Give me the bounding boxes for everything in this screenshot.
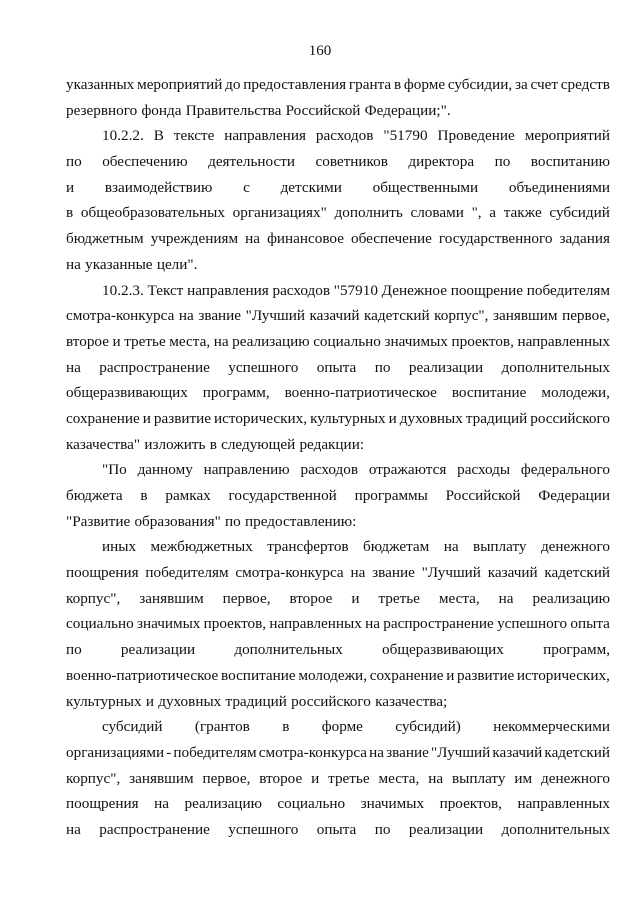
word: и — [112, 332, 121, 350]
word: победителям — [173, 743, 257, 761]
word: опыта — [316, 820, 357, 838]
word: исторических, — [214, 409, 308, 427]
word: дополнительных — [234, 641, 343, 659]
word: директора — [408, 153, 475, 171]
word: бюджета — [66, 487, 123, 504]
word: изложить — [144, 435, 206, 453]
word: направленных — [269, 615, 362, 633]
word: кадетский — [364, 307, 430, 325]
word: "Лучший — [245, 307, 305, 325]
word: направленных — [517, 795, 610, 813]
text-line — [66, 817, 610, 843]
page-number: 160 — [308, 43, 332, 59]
word: проектов, — [451, 332, 514, 350]
word: смотра-конкурса — [235, 564, 344, 582]
word: 10.2.3. — [102, 281, 144, 299]
text-line — [66, 200, 610, 226]
text-line — [66, 714, 610, 740]
text-line — [66, 432, 610, 458]
word: казачий — [487, 564, 538, 582]
word: отражаются — [368, 461, 447, 479]
word: первое, — [222, 589, 271, 607]
word: и — [66, 178, 75, 196]
word: "Лучший — [430, 743, 491, 761]
word: по — [374, 820, 391, 838]
word: а — [489, 204, 497, 222]
word: реализации — [120, 641, 196, 659]
word: программы — [354, 487, 428, 504]
word: звание — [372, 564, 415, 582]
word: за — [514, 76, 528, 93]
word: деятельности — [208, 153, 296, 171]
word: советников — [315, 153, 388, 171]
word: и — [311, 769, 320, 787]
text-line — [66, 149, 610, 175]
word: реализацию — [232, 332, 310, 350]
word: на — [178, 307, 194, 325]
word: взаимодействию — [104, 178, 213, 196]
word: занявшим — [139, 589, 204, 607]
word: мероприятий — [524, 127, 610, 145]
word: поощрение — [450, 281, 524, 299]
text-line — [66, 766, 610, 792]
word: 10.2.2. — [102, 127, 144, 145]
word: военно-патриотическое — [284, 384, 437, 402]
word: российского — [530, 409, 610, 427]
word: смотра-конкурса — [258, 743, 368, 761]
text-line — [66, 175, 610, 201]
word: обеспечению — [102, 153, 188, 171]
word: "Развитие — [66, 512, 131, 530]
word: корпус", — [66, 769, 121, 787]
word: воспитание — [451, 384, 527, 402]
word: места, — [378, 769, 420, 787]
word: общеразвивающих — [66, 384, 188, 402]
word: направления — [224, 127, 306, 145]
word: третье — [378, 589, 420, 607]
word: словами — [410, 204, 464, 222]
word: на — [245, 230, 261, 248]
word: государственного — [438, 230, 553, 248]
word: поощрения — [66, 564, 139, 582]
word: в — [209, 435, 217, 453]
word: организациями — [66, 743, 165, 761]
word: расходов — [315, 127, 374, 145]
word: денежного — [540, 538, 610, 556]
word: субсидий — [102, 718, 163, 736]
text-line — [66, 509, 610, 535]
word: субсидии, — [447, 76, 513, 93]
word: форме — [321, 718, 363, 736]
word: Текст — [147, 281, 184, 299]
word: направлению — [203, 461, 290, 479]
word: второе — [289, 589, 333, 607]
word: значимых — [136, 615, 201, 633]
word: резервного — [66, 101, 138, 119]
word: успешного — [228, 820, 299, 838]
word: духовных — [399, 409, 463, 427]
word: реализацию — [184, 795, 262, 813]
word: Проведение — [437, 127, 515, 145]
word: данному — [137, 461, 193, 479]
word: звание — [198, 307, 242, 325]
word: поощрения — [66, 795, 139, 813]
word: по — [66, 153, 82, 171]
text-line — [66, 98, 610, 124]
word: реализации — [408, 358, 484, 376]
word: опыта — [570, 615, 610, 633]
word: детскими — [280, 178, 342, 196]
word: программ, — [543, 641, 610, 659]
word: Денежное — [381, 281, 447, 299]
word: бюджетам — [363, 538, 430, 556]
word: расходы — [457, 461, 511, 479]
word: корпус", — [434, 307, 489, 325]
word: и — [142, 409, 151, 427]
word: программ, — [202, 384, 270, 402]
word: иных — [102, 538, 137, 556]
word: развитие — [457, 666, 515, 684]
word: и — [351, 589, 360, 607]
text-line — [66, 303, 610, 329]
word: в — [282, 718, 290, 736]
word: направления — [187, 281, 269, 299]
word: успешного — [497, 615, 568, 633]
word: направленных — [517, 332, 610, 350]
word: места, — [169, 332, 211, 350]
word: на — [443, 538, 459, 556]
word: победителям — [526, 281, 610, 299]
word: молодежи, — [298, 666, 367, 684]
word: кадетский — [544, 564, 610, 582]
word: кадетский — [544, 743, 610, 761]
word: военно-патриотическое — [66, 666, 219, 684]
text-line — [66, 278, 610, 304]
word: на — [66, 820, 81, 838]
word: дополнительных — [501, 820, 610, 838]
word: субсидий) — [395, 718, 461, 736]
word: третье — [124, 332, 166, 350]
word: казачий — [492, 743, 543, 761]
word: в — [66, 204, 74, 222]
word: следующей — [221, 435, 296, 453]
word: денежного — [540, 769, 610, 787]
word: также — [503, 204, 542, 222]
word: рамках — [165, 487, 211, 504]
word: второе — [259, 769, 303, 787]
text-line — [66, 637, 610, 663]
word: "57910 — [333, 281, 378, 299]
word: цели". — [156, 255, 198, 273]
word: традиций — [225, 692, 287, 710]
word: развитие — [153, 409, 212, 427]
word: социально — [277, 795, 346, 813]
word: проектов, — [439, 795, 502, 813]
word: фонда — [141, 101, 182, 119]
word: опыта — [316, 358, 357, 376]
word: на — [66, 358, 81, 376]
document-body — [66, 72, 610, 843]
text-line — [66, 226, 610, 252]
word: значимых — [384, 332, 448, 350]
word: первое, — [562, 307, 610, 325]
word: корпус", — [66, 589, 121, 607]
word: по — [494, 153, 511, 171]
word: объединениями — [508, 178, 610, 196]
word: занявшим — [493, 307, 558, 325]
word: молодежи, — [541, 384, 610, 402]
word: распространение — [99, 820, 210, 838]
word: распространение — [99, 358, 210, 376]
word: выплату — [473, 538, 527, 556]
word: звание — [386, 743, 429, 761]
word: "По — [102, 461, 127, 479]
word: межбюджетных — [150, 538, 253, 556]
word: до — [225, 76, 241, 93]
word: Российской — [285, 101, 361, 119]
word: успешного — [228, 358, 299, 376]
word: учреждениям — [150, 230, 239, 248]
word: некоммерческими — [493, 718, 610, 736]
word: (грантов — [194, 718, 250, 736]
word: мероприятий — [137, 76, 223, 93]
word: реализации — [408, 820, 484, 838]
word: казачества; — [375, 692, 448, 710]
word: в — [140, 487, 148, 504]
word: выплату — [451, 769, 506, 787]
word: и — [388, 409, 397, 427]
word: казачества" — [66, 435, 141, 453]
word: значимых — [360, 795, 425, 813]
word: федерального — [520, 461, 610, 479]
word: российского — [291, 692, 371, 710]
word: на — [350, 564, 366, 582]
word: воспитанию — [530, 153, 610, 171]
word: духовных — [158, 692, 222, 710]
word: на — [213, 332, 229, 350]
word: Российской — [445, 487, 521, 504]
text-line — [66, 560, 610, 586]
text-line — [66, 483, 610, 509]
word: общеразвивающих — [382, 641, 504, 659]
word: дополнительных — [501, 358, 610, 376]
word: социально — [66, 615, 134, 633]
word: проектов, — [203, 615, 267, 633]
word: финансовое — [267, 230, 344, 248]
word: средств — [560, 76, 610, 93]
word: на — [498, 589, 514, 607]
word: занявшим — [129, 769, 194, 787]
word: расходов — [272, 281, 331, 299]
word: и — [145, 692, 154, 710]
word: счет — [530, 76, 558, 93]
word: на — [428, 769, 444, 787]
word: редакции: — [299, 435, 365, 453]
text-line — [66, 329, 610, 355]
word: трансфертов — [267, 538, 349, 556]
word: образования" — [134, 512, 221, 530]
word: традиций — [465, 409, 528, 427]
word: на — [369, 743, 385, 761]
word: расходов — [300, 461, 359, 479]
word: победителям — [145, 564, 229, 582]
word: им — [514, 769, 533, 787]
text-line — [66, 380, 610, 406]
word: общественными — [372, 178, 479, 196]
text-line — [66, 123, 610, 149]
word: культурных — [66, 692, 142, 710]
text-line — [66, 457, 610, 483]
text-line — [66, 791, 610, 817]
text-line — [66, 740, 610, 766]
word: общеобразовательных — [80, 204, 225, 222]
word: социально — [313, 332, 381, 350]
word: сохранение — [369, 666, 444, 684]
word: организациях" — [232, 204, 327, 222]
word: форме — [403, 76, 446, 93]
word: и — [446, 666, 455, 684]
word: распространение — [383, 615, 494, 633]
word: места, — [438, 589, 480, 607]
text-line — [66, 72, 610, 98]
text-line — [66, 406, 610, 432]
word: воспитание — [221, 666, 296, 684]
word: казачий — [309, 307, 360, 325]
word: гранта — [348, 76, 392, 93]
word: смотра-конкурса — [66, 307, 175, 325]
word: реализацию — [532, 589, 610, 607]
word: задания — [559, 230, 610, 248]
word: Федерации — [538, 487, 610, 504]
text-line — [66, 534, 610, 560]
word: "Лучший — [421, 564, 481, 582]
text-line — [66, 663, 610, 689]
word: третье — [328, 769, 370, 787]
word: с — [243, 178, 250, 196]
text-line — [66, 611, 610, 637]
word: по — [66, 641, 82, 659]
word: предоставлению: — [245, 512, 357, 530]
text-line — [66, 252, 610, 278]
text-line — [66, 689, 610, 715]
word: первое, — [202, 769, 251, 787]
word: по — [374, 358, 391, 376]
word: по — [225, 512, 241, 530]
word: указанные — [85, 255, 153, 273]
word: на — [154, 795, 169, 813]
word: субсидий — [549, 204, 610, 222]
word: на — [365, 615, 380, 633]
word: обеспечение — [351, 230, 432, 248]
word: "51790 — [383, 127, 428, 145]
word: в — [393, 76, 402, 93]
word: Правительства — [185, 101, 282, 119]
text-line — [66, 355, 610, 381]
word: исторических, — [516, 666, 610, 684]
text-line — [66, 586, 610, 612]
word: на — [66, 255, 81, 273]
word: предоставления — [243, 76, 347, 93]
word: дополнить — [334, 204, 403, 222]
word: тексте — [173, 127, 215, 145]
word: сохранение — [66, 409, 140, 427]
word: второе — [66, 332, 109, 350]
word: ", — [471, 204, 482, 222]
word: бюджетным — [66, 230, 144, 248]
word: культурных — [310, 409, 386, 427]
word: указанных — [66, 76, 135, 93]
word: государственной — [228, 487, 337, 504]
word: - — [166, 743, 172, 761]
word: В — [153, 127, 164, 145]
word: Федерации;". — [364, 101, 451, 119]
